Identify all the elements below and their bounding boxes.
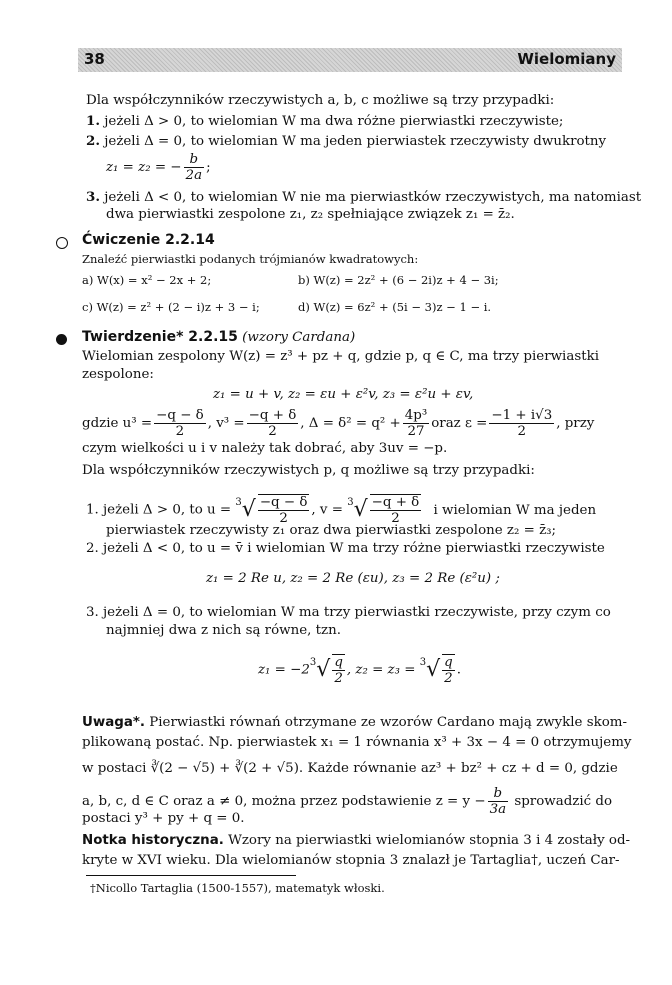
theorem-case-1-line2: pierwiastek rzeczywisty z₁ oraz dwa pierwiastki zespolone z₂ = z̄₃;	[106, 523, 557, 538]
case-2	[86, 132, 606, 151]
formula-tail: ;	[206, 160, 211, 175]
theorem-line2: zespolone:	[82, 367, 154, 382]
theorem-case-3-line2: najmniej dwa z nich są równe, tzn.	[106, 623, 341, 638]
theorem-roots: z₁ = u + v, z₂ = εu + ε²v, z₃ = ε²u + εv,	[213, 387, 474, 402]
v-lhs: , v³ =	[207, 416, 245, 431]
note-line5: postaci y³ + py + q = 0.	[82, 811, 245, 826]
exercise-d: d) W(z) = 6z² + (5i − 3)z − 1 − i.	[298, 300, 492, 314]
theorem-case-3-formula: $z_1 = -2^3√$ $\frac{q}{2}$ , z₂ = z₃ = $^3$√ $\frac{q}{2}$ .	[258, 655, 461, 686]
note-line1	[82, 714, 627, 732]
theorem-case-1: 1. jeżeli Δ > 0, to u = $^3$√ $\frac{-q - \delta}{2}$ , v = $^3$√ $\frac{-q + \delta}{2}$ i wielomian W ma jeden	[86, 495, 597, 526]
exercise-c: c) W(z) = z² + (2 − i)z + 3 − i;	[82, 300, 260, 314]
history-label: Notka historyczna.	[82, 833, 224, 848]
running-header	[78, 48, 622, 72]
numerator: −q − δ	[259, 495, 308, 510]
numerator: b	[493, 786, 503, 801]
note-label: Uwaga*.	[82, 715, 145, 730]
case-2-text: jeżeli Δ = 0, to wielomian W ma jeden pierwiastek rzeczywisty dwukrotny	[104, 134, 607, 149]
theorem-subtitle: (wzory Cardana)	[242, 330, 356, 345]
case-3-number: 3.	[86, 189, 100, 205]
history-line1	[82, 832, 630, 850]
case-1-tail: i wielomian W ma jeden	[433, 502, 597, 518]
numerator: −q + δ	[248, 408, 297, 423]
numerator: q	[334, 655, 343, 670]
q-half-fraction	[332, 654, 345, 686]
delta-def: , Δ = δ² = q² +	[300, 416, 401, 431]
page-number: 38	[84, 50, 105, 68]
denominator: 2	[258, 510, 310, 526]
denominator: 2	[154, 423, 206, 439]
numerator: −1 + i√3	[491, 408, 553, 423]
theorem-case-3: 3. jeżeli Δ = 0, to wielomian W ma trzy pierwiastki rzeczywiste, przy czym co	[86, 605, 611, 620]
theorem-case-2: 2. jeżeli Δ < 0, to u = v̄ i wielomian W ma trzy różne pierwiastki rzeczywiste	[86, 541, 605, 556]
theorem-bullet-icon	[56, 334, 67, 345]
denominator: 2	[489, 423, 554, 439]
denominator: 2a	[185, 168, 203, 183]
numerator: 4p³	[404, 408, 428, 423]
case-2-formula	[106, 152, 211, 183]
case-3-line2: dwa pierwiastki zespolone z₁, z₂ spełniające związek z₁ = z̄₂.	[106, 207, 515, 222]
denominator: 3a	[489, 802, 507, 817]
denominator: 27	[403, 423, 429, 439]
v-fraction	[247, 408, 299, 439]
eps-fraction	[489, 408, 554, 439]
theorem-intro2: Dla współczynników rzeczywistych p, q możliwe są trzy przypadki:	[82, 463, 535, 478]
exercise-bullet-icon	[56, 237, 68, 249]
history-line2: kryte w XVI wieku. Dla wielomianów stopnia 3 znalazł je Tartaglia†, uczeń Car-	[82, 853, 620, 868]
theorem-case-2-formula: z₁ = 2 Re u, z₂ = 2 Re (εu), z₃ = 2 Re (ε²u) ;	[206, 571, 500, 586]
note-line2: plikowaną postać. Np. pierwiastek x₁ = 1 równania x³ + 3x − 4 = 0 otrzymujemy	[82, 735, 632, 750]
numerator: q	[444, 655, 453, 670]
exercise-text: Znaleźć pierwiastki podanych trójmianów kwadratowych:	[82, 252, 419, 266]
note-text: Pierwiastki równań otrzymane ze wzorów Cardano mają zwykle skom-	[149, 715, 628, 730]
q-half-fraction-2	[442, 654, 455, 686]
theorem-line1: Wielomian zespolony W(z) = z³ + pz + q, gdzie p, q ∈ C, ma trzy pierwiastki	[82, 349, 599, 364]
theorem-heading	[82, 328, 355, 347]
numerator: −q + δ	[371, 495, 420, 510]
przy-text: , przy	[556, 416, 595, 431]
case-1	[86, 112, 563, 131]
exercise-title: Ćwiczenie 2.2.14	[82, 232, 215, 248]
z1-lhs: z₁ = −2	[258, 662, 310, 678]
theorem-uv: czym wielkości u i v należy tak dobrać, aby 3uv = −p.	[82, 441, 448, 456]
case-1-number: 1.	[86, 113, 100, 129]
numerator: b	[189, 152, 199, 167]
denominator: 2	[442, 670, 455, 686]
footnote-rule	[86, 875, 296, 876]
denominator: 2	[370, 510, 422, 526]
case-1-lhs: 1. jeżeli Δ > 0, to u =	[86, 502, 232, 518]
note-line4-lhs: a, b, c, d ∈ C oraz a ≠ 0, można przez podstawienie z = y −	[82, 794, 486, 809]
note-line3: w postaci ∛(2 − √5) + ∛(2 + √5). Każde równanie az³ + bz² + cz + d = 0, gdzie	[82, 761, 618, 776]
fraction	[184, 152, 205, 183]
z23-lhs: , z₂ = z₃ =	[346, 662, 416, 678]
note-line4-tail: sprowadzić do	[514, 794, 613, 809]
exercise-a: a) W(x) = x² − 2x + 2;	[82, 273, 212, 287]
footnote: †Nicollo Tartaglia (1500-1557), matematyk włoski.	[90, 881, 385, 895]
case-1-text: jeżeli Δ > 0, to wielomian W ma dwa różne pierwiastki rzeczywiste;	[104, 114, 564, 129]
delta-fraction	[403, 408, 429, 439]
numerator: −q − δ	[156, 408, 204, 423]
denominator: 2	[332, 670, 345, 686]
case-2-number: 2.	[86, 133, 100, 149]
formula-lhs: z₁ = z₂ = −	[106, 160, 182, 175]
theorem-title: Twierdzenie* 2.2.15	[82, 329, 238, 345]
denominator: 2	[247, 423, 299, 439]
exercise-b: b) W(z) = 2z² + (6 − 2i)z + 4 − 3i;	[298, 273, 499, 287]
eps-def: oraz ε =	[431, 416, 488, 431]
case-3-line1	[86, 188, 641, 207]
u-fraction	[154, 408, 206, 439]
history-text: Wzory na pierwiastki wielomianów stopnia 3 i 4 zostały od-	[228, 833, 631, 848]
case-1-mid: , v =	[311, 502, 343, 518]
where-text: gdzie u³ =	[82, 416, 153, 431]
intro-text: Dla współczynników rzeczywistych a, b, c możliwe są trzy przypadki:	[86, 93, 555, 108]
case-3-text: jeżeli Δ < 0, to wielomian W nie ma pierwiastków rzeczywistych, ma natomiast	[104, 190, 642, 205]
theorem-definitions	[82, 408, 594, 439]
chapter-title: Wielomiany	[517, 50, 616, 68]
b-over-3a	[488, 786, 509, 817]
